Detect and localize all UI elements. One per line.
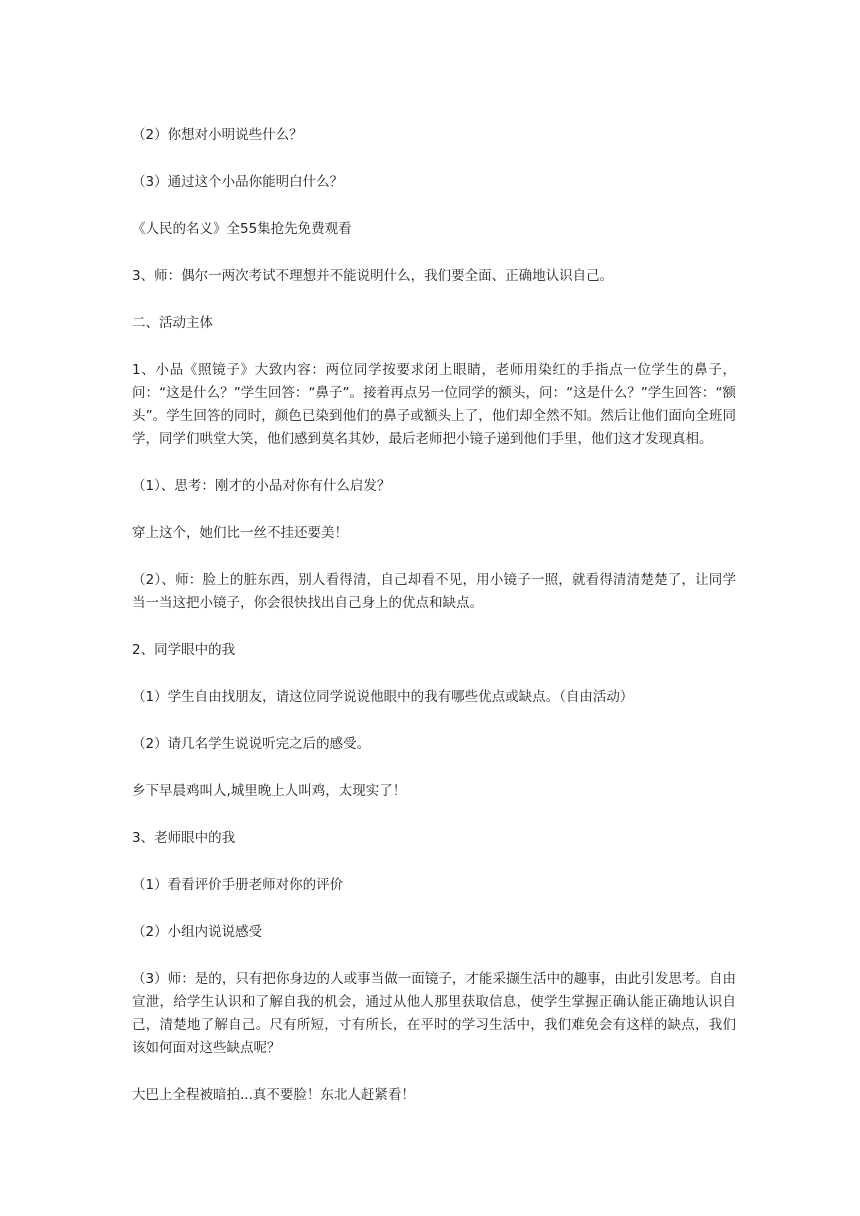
paragraph-group-talk: （2）小组内说说感受 [132, 924, 263, 940]
paragraph-ad-1: 《人民的名义》全55集抢先免费观看 [132, 221, 352, 237]
paragraph-ad-4: 大巴上全程被暗拍...真不要脸！东北人赶紧看！ [132, 1087, 415, 1103]
paragraph-ad-3: 乡下早晨鸡叫人,城里晚上人叫鸡，太现实了！ [132, 783, 407, 799]
paragraph-share-feelings: （2）请几名学生说说听完之后的感受。 [132, 736, 371, 752]
subheading-teachers-view: 3、老师眼中的我 [132, 830, 236, 846]
paragraph-question-3: （3）通过这个小品你能明白什么？ [132, 174, 344, 190]
subheading-classmates-view: 2、同学眼中的我 [132, 642, 236, 658]
paragraph-skit-content: 1、小品《照镜子》大致内容：两位同学按要求闭上眼睛，老师用染红的手指点一位学生的鼻子，问：“这是什么？”学生回答：“鼻子”。接着再点另一位同学的额头，问：“这是什么？”学生回答：“额头”。学生回答的同时，颜色已染到他们的鼻子或额头上了，他们却全然不知。然后让他们面向全班同学，同学们哄堂大笑，他们感到莫名其妙，最后老师把小镜子递到他们手里，他们这才发现真相。 [132, 362, 736, 447]
paragraph-find-friend: （1）学生自由找朋友，请这位同学说说他眼中的我有哪些优点或缺点。（自由活动） [132, 689, 634, 705]
paragraph-ad-2: 穿上这个，她们比一丝不挂还要美！ [132, 525, 348, 541]
paragraph-question-2: （2）你想对小明说些什么？ [132, 127, 303, 143]
paragraph-evaluation-handbook: （1）看看评价手册老师对你的评价 [132, 877, 344, 893]
paragraph-teacher-3: 3、师：偶尔一两次考试不理想并不能说明什么，我们要全面、正确地认识自己。 [132, 268, 614, 284]
paragraph-teacher-reflection: （3）师：是的，只有把你身边的人或事当做一面镜子，才能采撷生活中的趣事，由此引发思考。自由宣泄，给学生认识和了解自我的机会，通过从他人那里获取信息，使学生掌握正确认能正确地认识自己，清楚地了解自己。尺有所短，寸有所长，在平时的学习生活中，我们难免会有这样的缺点，我们该如何面对这些缺点呢？ [132, 971, 736, 1056]
paragraph-think-1: （1）、思考：刚才的小品对你有什么启发？ [132, 478, 391, 494]
paragraph-teacher-mirror: （2）、师：脸上的脏东西，别人看得清，自己却看不见，用小镜子一照，就看得清清楚楚了，让同学当一当这把小镜子，你会很快找出自己身上的优点和缺点。 [132, 572, 736, 611]
section-heading-activity: 二、活动主体 [132, 315, 213, 331]
